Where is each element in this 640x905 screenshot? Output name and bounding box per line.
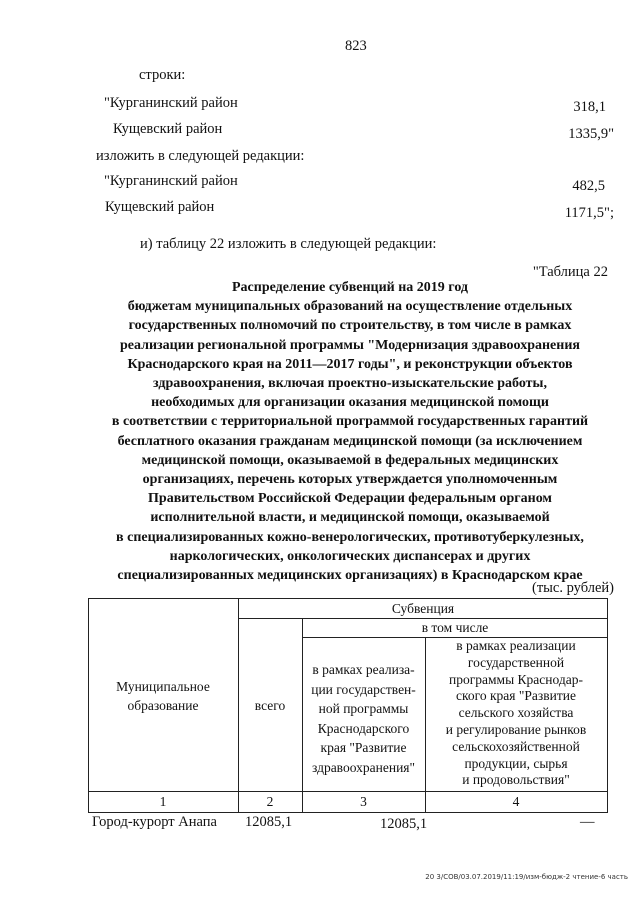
title-line: бюджетам муниципальных образований на осуществление отдельных xyxy=(127,299,573,315)
col-agri-header: в рамках реализации государственной программы Краснодар- ского края "Развитие сельского хозяйства и регулирование рынков сельскохозяйственной продукции, сырья и продовольствия" xyxy=(445,638,587,788)
page-number: 823 xyxy=(345,38,367,54)
title-line: Правительством Российской Федерации федеральным органом xyxy=(148,491,552,507)
item-text: и) таблицу 22 изложить в следующей редакции: xyxy=(140,236,437,252)
col-number-3: 3 xyxy=(360,794,367,809)
col-health-header: в рамках реализа- ции государствен- ной программы Краснодарского края "Развитие здравоохранения" xyxy=(311,662,416,775)
row-health: 12085,1 xyxy=(380,816,428,832)
new-row-kushchevsky-value: 1171,5"; xyxy=(564,205,614,221)
title-line: Распределение субвенций на 2019 год xyxy=(232,280,468,295)
title-line: медицинской помощи, оказываемой в федеральных медицинских xyxy=(141,452,559,468)
title-line: необходимых для организации оказания медицинской помощи xyxy=(151,395,549,411)
old-row-kushchevsky-value: 1335,9" xyxy=(568,126,614,142)
old-row-kurganinsky-name: "Курганинский район xyxy=(104,95,238,111)
rows-label: строки: xyxy=(139,67,186,83)
new-row-kushchevsky-name: Кущевский район xyxy=(105,199,215,215)
table-label: "Таблица 22 xyxy=(532,264,608,280)
new-row-kurganinsky-value: 482,5 xyxy=(572,178,605,194)
title-line: бесплатного оказания гражданам медицинской помощи (за исключением xyxy=(117,433,583,449)
col-municipality-header: Муниципальное образование xyxy=(116,679,210,713)
col-number-1: 1 xyxy=(159,794,167,809)
old-row-kushchevsky-name: Кущевский район xyxy=(113,121,223,137)
col-subvention-header: Субвенция xyxy=(391,601,455,616)
row-agri: — xyxy=(580,814,595,830)
title-line: государственных полномочий по строительству, в том числе в рамках xyxy=(128,318,572,334)
footer-code: 20 3/СОВ/03.07.2019/11:19/изм-бюдж-2 чтение-6 часть xyxy=(425,873,628,881)
table-title xyxy=(80,278,620,585)
col-total-header: всего xyxy=(254,698,286,713)
title-line: здравоохранения, включая проектно-изыскательские работы, xyxy=(153,376,547,392)
title-line: в соответствии с территориальной программой государственных гарантий xyxy=(111,414,589,430)
row-total: 12085,1 xyxy=(245,814,293,830)
title-line: в специализированных кожно-венерологических, противотуберкулезных, xyxy=(116,529,584,545)
title-line: специализированных медицинских организациях) в Краснодарском крае xyxy=(117,568,583,584)
new-row-kurganinsky-name: "Курганинский район xyxy=(104,173,238,189)
title-line: организациях, перечень которых утверждается уполномоченным xyxy=(142,472,558,488)
row-municipality: Город-курорт Анапа xyxy=(92,814,217,830)
col-number-2: 2 xyxy=(266,794,274,809)
col-number-4: 4 xyxy=(512,794,520,809)
old-row-kurganinsky-value: 318,1 xyxy=(573,99,606,115)
edit-label: изложить в следующей редакции: xyxy=(96,148,305,164)
title-line: реализации региональной программы "Модернизация здравоохранения xyxy=(120,337,580,353)
title-line: исполнительной власти, и медицинской помощи, оказываемой xyxy=(150,510,550,526)
col-including-header: в том числе xyxy=(421,620,489,635)
title-line: Краснодарского края на 2011—2017 годы", и реконструкции объектов xyxy=(127,356,573,372)
title-line: наркологических, онкологических диспансерах и других xyxy=(169,548,531,564)
units-label: (тыс. рублей) xyxy=(532,580,614,596)
